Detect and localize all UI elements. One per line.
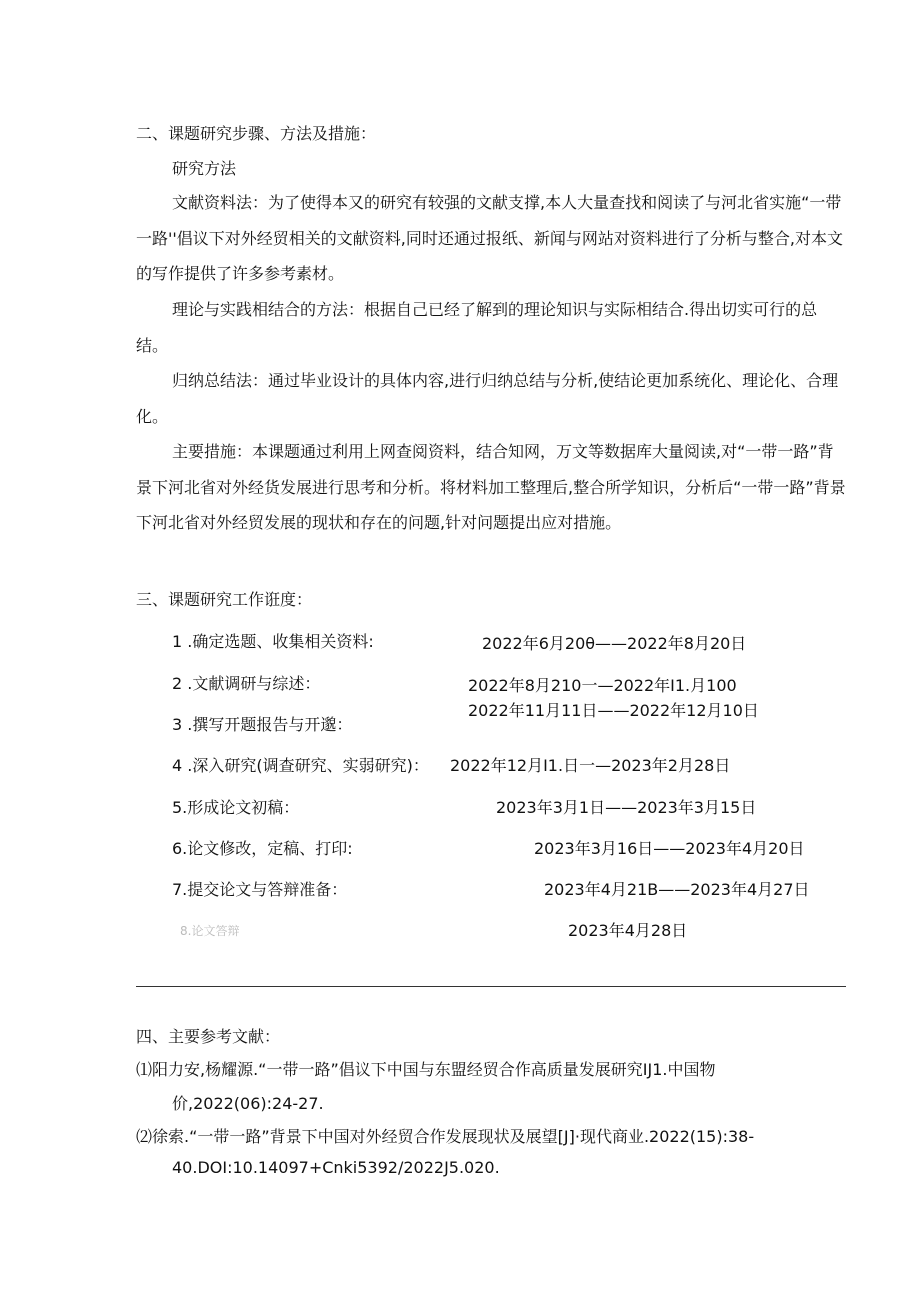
- schedule-date: 2023年4月21B——2023年4月27日: [544, 880, 810, 899]
- reference-line: ⑵徐索.“一带一路”背景下中国对外经贸合作发展现状及展望[J]·现代商业.2022(15):38-: [136, 1127, 755, 1146]
- reference-line-continued: 40.DOI:10.14097+Cnki5392/2022J5.020.: [172, 1158, 500, 1177]
- schedule-date-clipped: [468, 701, 759, 720]
- schedule-task: 4 .深入研究(调查研究、实弱研究)：: [172, 756, 429, 775]
- section3-heading: 三、课题研究工作诳度：: [136, 590, 313, 609]
- research-method-subheading: 研究方法: [172, 159, 237, 178]
- horizontal-divider: [136, 986, 846, 987]
- schedule-date: 2022年11月11日——2022年12月10日: [468, 701, 759, 720]
- schedule-date: 2023年3月1日——2023年3月15日: [496, 798, 757, 817]
- paragraph-main-measures: 主要措施：本课题通过利用上网查阅资料，结合知网，万文等数据库大量阅读,对“一带一路”背景下河北省对外经货发展进行思考和分析。将材料加工整理后,整合所学知识，分析后“一带一路”背景下河北省对外经贸发展的现状和存在的问题,针对问题提出应对措施。: [136, 442, 846, 532]
- schedule-task-faint: 8.论文答辩: [180, 924, 240, 938]
- schedule-date: 2023年3月16日——2023年4月20日: [534, 839, 805, 858]
- paragraph-literature-method: 文献资料法：为了使得本又的研究有较强的文献支撑,本人大量查找和阅读了与河北省实施“一带一路''倡议下对外经贸相关的文献资料,同时还通过报纸、新闻与网站对资料进行了分析与整合,对本文的写作提供了许多参考素材。: [136, 193, 843, 283]
- schedule-date: 2022年6月20θ——2022年8月20日: [482, 634, 747, 653]
- section2-heading: 二、课题研究步骤、方法及措施：: [136, 124, 377, 143]
- reference-line: ⑴阳力安,杨耀源.“一带一路”倡议下中国与东盟经贸合作高质量发展研究IJ1.中国物: [136, 1060, 716, 1079]
- schedule-task: 2 .文献调研与综述：: [172, 674, 321, 693]
- schedule-task: 5.形成论文初稿：: [172, 798, 300, 817]
- schedule-date: 2023年4月28日: [568, 921, 688, 940]
- paragraph-theory-practice: 理论与实践相结合的方法：根据自己已经了解到的理论知识与实际相结合.得出切实可行的总结。: [136, 300, 818, 355]
- schedule-date: 2022年12月I1.日一—2023年2月28日: [450, 756, 731, 775]
- schedule-task: 3 .撰写开题报告与开邈：: [172, 715, 353, 734]
- paragraph-induction: 归纳总结法：通过毕业设计的具体内容,进行归纳总结与分析,使结论更加系统化、理论化、合理化。: [136, 371, 839, 426]
- schedule-date: 2022年8月210一—2022年I1.月100: [468, 676, 737, 695]
- reference-line-continued: 价,2022(06):24-27.: [172, 1094, 324, 1113]
- section4-heading: 四、主要参考文献：: [136, 1027, 281, 1046]
- schedule-task: 1 .确定选题、收集相关资料:: [172, 632, 374, 651]
- schedule-task: 7.提交论文与答辩准备：: [172, 880, 348, 899]
- schedule-task: 6.论文修改，定稿、打印:: [172, 839, 353, 858]
